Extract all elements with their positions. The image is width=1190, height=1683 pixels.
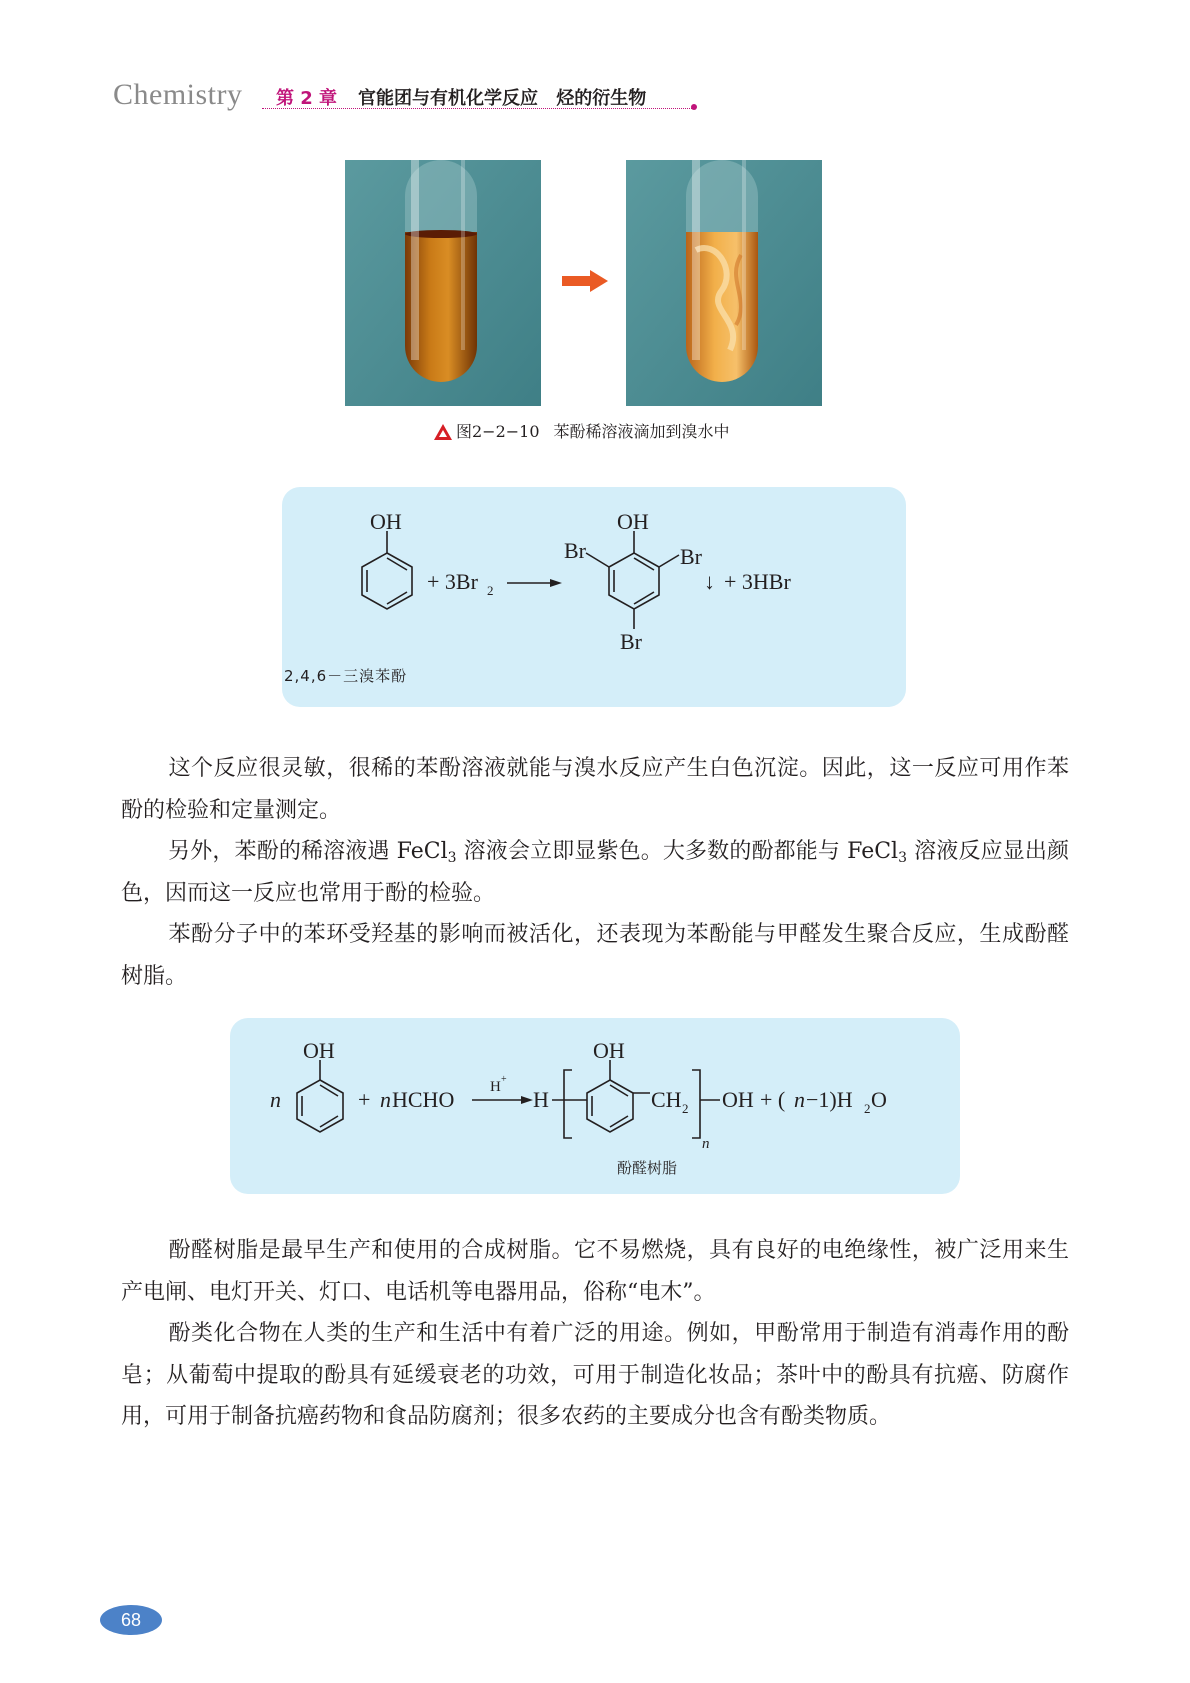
chapter-number: 第 2 章 — [276, 88, 338, 109]
paragraph-4: 酚醛树脂是最早生产和使用的合成树脂。它不易燃烧，具有良好的电绝缘性，被广泛用来生产电闸、电灯开关、灯口、电话机等电器用品，俗称“电木”。 — [121, 1238, 1069, 1305]
br-right-label: Br — [680, 544, 702, 569]
chain-end-oh: OH — [722, 1087, 754, 1112]
phenolic-resin-name: 酚醛树脂 — [617, 1159, 678, 1177]
paragraph-1: 这个反应很灵敏，很稀的苯酚溶液就能与溴水反应产生白色沉淀。因此，这一反应可用作苯酚的检验和定量测定。 — [121, 756, 1069, 823]
figure-title: 苯酚稀溶液滴加到溴水中 — [553, 422, 730, 441]
right-bracket — [692, 1070, 700, 1138]
methylene-ch2: CH — [651, 1087, 682, 1112]
phenol-oh-label: OH — [370, 509, 402, 534]
precipitate-arrow: ↓ — [704, 569, 715, 594]
br-bottom-label: Br — [620, 629, 642, 654]
coefficient-n: n — [270, 1087, 281, 1112]
tribromophenol-name: 2,4,6－三溴苯酚 — [284, 667, 408, 685]
paragraph-2: 另外，苯酚的稀溶液遇 FeCl$_3$ 溶液会立即显紫色。大多数的酚都能与 FeCl$_3$ 溶液反应显出颜色，因而这一反应也常用于酚的检验。 — [121, 839, 1069, 906]
header-dot — [691, 104, 697, 110]
triangle-marker-icon — [434, 424, 452, 440]
plus-sign: + — [358, 1087, 371, 1112]
reagent-hcho: HCHO — [392, 1087, 455, 1112]
figure-caption — [434, 419, 730, 442]
left-bracket — [564, 1070, 572, 1138]
phenol-ring-2 — [297, 1060, 343, 1132]
test-tube-photo-after — [626, 160, 822, 406]
tribromophenol-ring — [586, 531, 679, 629]
reaction-arrow-1 — [507, 579, 562, 587]
phenol-formaldehyde-equation-box — [230, 1018, 960, 1194]
phenol-ring — [362, 531, 412, 609]
water-n: n — [794, 1087, 805, 1112]
product-oh-label: OH — [617, 509, 649, 534]
test-tube-photo-before — [345, 160, 541, 406]
methylene-subscript: 2 — [682, 1101, 689, 1116]
catalyst-plus: + — [501, 1074, 507, 1085]
resin-ring — [587, 1060, 650, 1132]
br-left-label: Br — [564, 538, 586, 563]
water-part-a: + ( — [760, 1087, 786, 1112]
chapter-title: 官能团与有机化学反应 烃的衍生物 — [358, 88, 647, 109]
water-part-c: O — [871, 1087, 887, 1112]
figure-label: 图2−2−10 — [456, 422, 540, 441]
page-number-badge: 68 — [100, 1605, 162, 1635]
polymerization-equation — [230, 1018, 960, 1194]
water-subscript: 2 — [864, 1101, 871, 1116]
page-header — [0, 0, 1190, 130]
repeat-subscript-n: n — [702, 1136, 710, 1152]
resin-oh-label: OH — [593, 1038, 625, 1063]
paragraph-5: 酚类化合物在人类的生产和生活中有着广泛的用途。例如，甲酚常用于制造有消毒作用的酚皂；从葡萄中提取的酚具有延缓衰老的功效，可用于制造化妆品；茶叶中的酚具有抗癌、防腐作用，可用于制备抗癌药物和食品防腐剂；很多农药的主要成分也含有酚类物质。 — [121, 1321, 1069, 1429]
paragraph-3: 苯酚分子中的苯环受羟基的影响而被活化，还表现为苯酚能与甲醛发生聚合反应，生成酚醛树脂。 — [121, 922, 1069, 989]
reaction-arrow-2 — [472, 1096, 533, 1104]
brand-title: Chemistry — [113, 78, 243, 111]
reagent-br2: + 3Br — [427, 569, 478, 594]
chain-end-h: H — [533, 1087, 549, 1112]
phenol-oh-label-2: OH — [303, 1038, 335, 1063]
water-part-b: −1)H — [806, 1087, 853, 1112]
byproduct-hbr: + 3HBr — [724, 569, 791, 594]
catalyst-h: H — [490, 1079, 501, 1095]
reagent-coefficient-n: n — [380, 1087, 391, 1112]
header-divider — [262, 108, 692, 109]
arrow-right-icon — [562, 270, 608, 292]
reagent-br2-subscript: 2 — [487, 583, 494, 598]
